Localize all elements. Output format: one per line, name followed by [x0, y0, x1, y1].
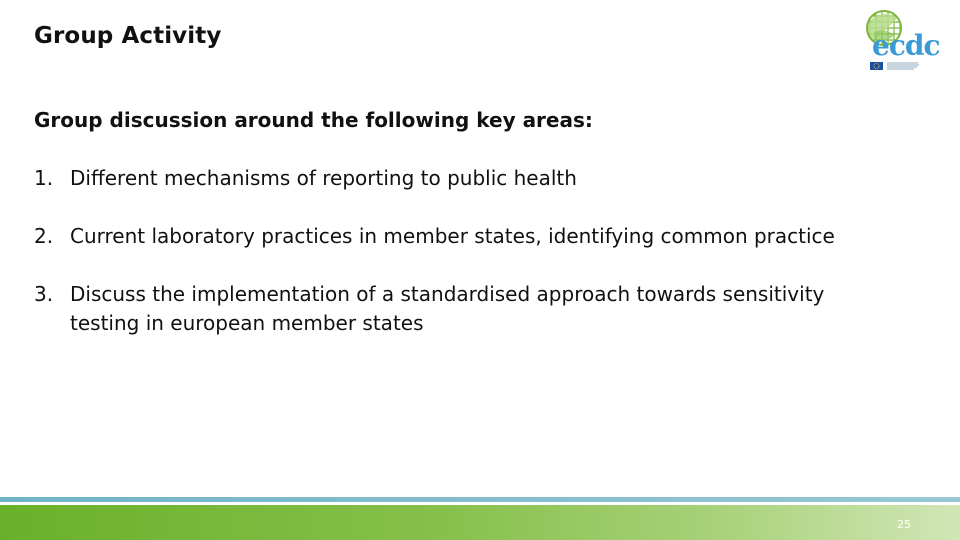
footer-divider [0, 497, 960, 502]
eu-flag-icon [870, 62, 883, 70]
page-number: 25 [897, 518, 911, 531]
logo-wordmark: ecdc [872, 29, 940, 62]
item-number: 1. [34, 166, 54, 190]
slide-title: Group Activity [34, 23, 222, 49]
item-text: Discuss the implementation of a standardised approach towards sensitivity testing in european member states [70, 282, 825, 335]
discussion-item-3 [34, 280, 884, 338]
discussion-item-1 [34, 164, 884, 193]
discussion-item-2 [34, 222, 884, 251]
item-text: Different mechanisms of reporting to public health [70, 166, 577, 190]
item-number: 2. [34, 224, 54, 248]
item-text: Current laboratory practices in member states, identifying common practice [70, 224, 835, 248]
item-number: 3. [34, 282, 54, 306]
discussion-intro: Group discussion around the following key areas: [34, 108, 593, 132]
footer-bar [0, 505, 960, 540]
